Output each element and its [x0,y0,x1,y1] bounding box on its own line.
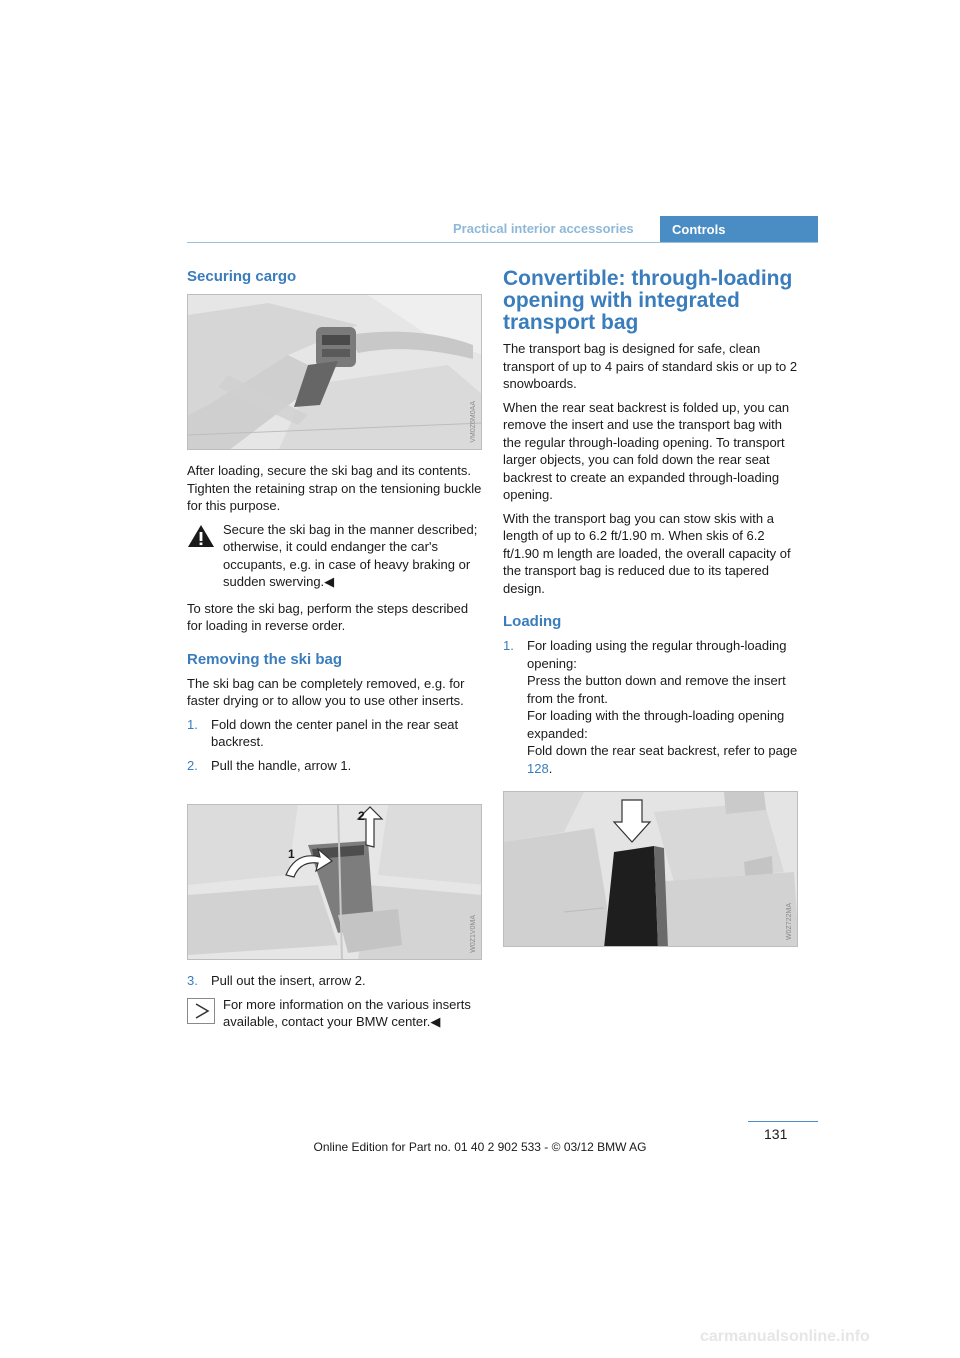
loading-step-1: 1. For loading using the regular through-loading opening: Press the button down and remove the insert from the front. For loading with the through-loading opening expanded: Fold down the rear seat backrest, refer to page 128. [503,638,798,776]
heading-loading: Loading [503,613,562,630]
removal-step-3 [187,972,483,990]
seat-strap-illustration [188,295,482,450]
paragraph-after-loading: After loading, secure the ski bag and its contents. Tighten the retaining strap on the tensioning buckle for this purpose. [187,463,482,513]
page-number: 131 [764,1126,788,1142]
step-2: 2. Pull the handle, arrow 1. [187,757,352,773]
info-play-icon [187,998,215,1024]
figure-securing-cargo [187,294,482,450]
figure-loading [503,791,798,947]
loading-steps [503,637,799,777]
paragraph-backrest: When the rear seat backrest is folded up, you can remove the insert and use the transport bag with the regular through-loading opening. To transport larger objects, you can fold down the rear seat backrest to create an expanded through-loading opening. [503,399,790,502]
step-1: 1. Fold down the center panel in the rear seat backrest. [187,716,459,749]
heading-convertible: Convertible: through-loading opening with integrated transport bag [503,267,793,334]
paragraph-ski-length: With the transport bag you can stow skis with a length of up to 6.2 ft/1.90 m. When skis of 6.2 ft/1.90 m length are loaded, the overall capacity of the transport bag is reduced due to its tapered design. [503,510,791,596]
left-column [187,268,483,1031]
arrow-label-2: 2 [358,809,365,823]
header-rule [187,242,818,243]
warning-triangle-icon [187,523,215,549]
heading-removing-ski-bag: Removing the ski bag [187,650,343,668]
info-text: For more information on the various inserts available, contact your BMW center.◀ [223,996,471,1029]
right-column [503,268,799,947]
paragraph-transport-bag: The transport bag is designed for safe, clean transport of up to 4 pairs of standard skis or up to 2 snowboards. [503,341,798,391]
arrow-label-1: 1 [288,847,295,861]
edition-footer: Online Edition for Part no. 01 40 2 902 533 - © 03/12 BMW AG [313,1140,647,1154]
transport-bag-illustration [504,792,798,947]
step-3: 3. Pull out the insert, arrow 2. [187,973,366,988]
figure-code: W0Z722MA [786,903,793,940]
seat-insert-illustration [188,805,482,960]
warning-note [187,521,483,591]
section-title: Practical interior accessories [453,221,634,236]
chapter-tab: Controls [660,216,818,242]
watermark-site: carmanualsonline.info [700,1328,870,1345]
page-number-rule [748,1121,818,1122]
figure-removing-ski-bag [187,804,482,960]
page-reference-link[interactable]: 128 [527,760,549,776]
figure-code: W0Z1V0MA [470,915,477,953]
figure-code: VM0Z6M0AA [470,401,477,443]
warning-text: Secure the ski bag in the manner described; otherwise, it could endanger the car's occupants, e.g. in case of heavy braking or sudden swerving.◀ [223,521,478,589]
heading-securing-cargo: Securing cargo [187,268,297,285]
removal-steps [187,716,483,775]
paragraph-removing: The ski bag can be completely removed, e.g. for faster drying or to allow you to use other inserts. [187,675,465,708]
info-note [187,996,483,1031]
paragraph-store-ski-bag: To store the ski bag, perform the steps described for loading in reverse order. [187,600,469,633]
